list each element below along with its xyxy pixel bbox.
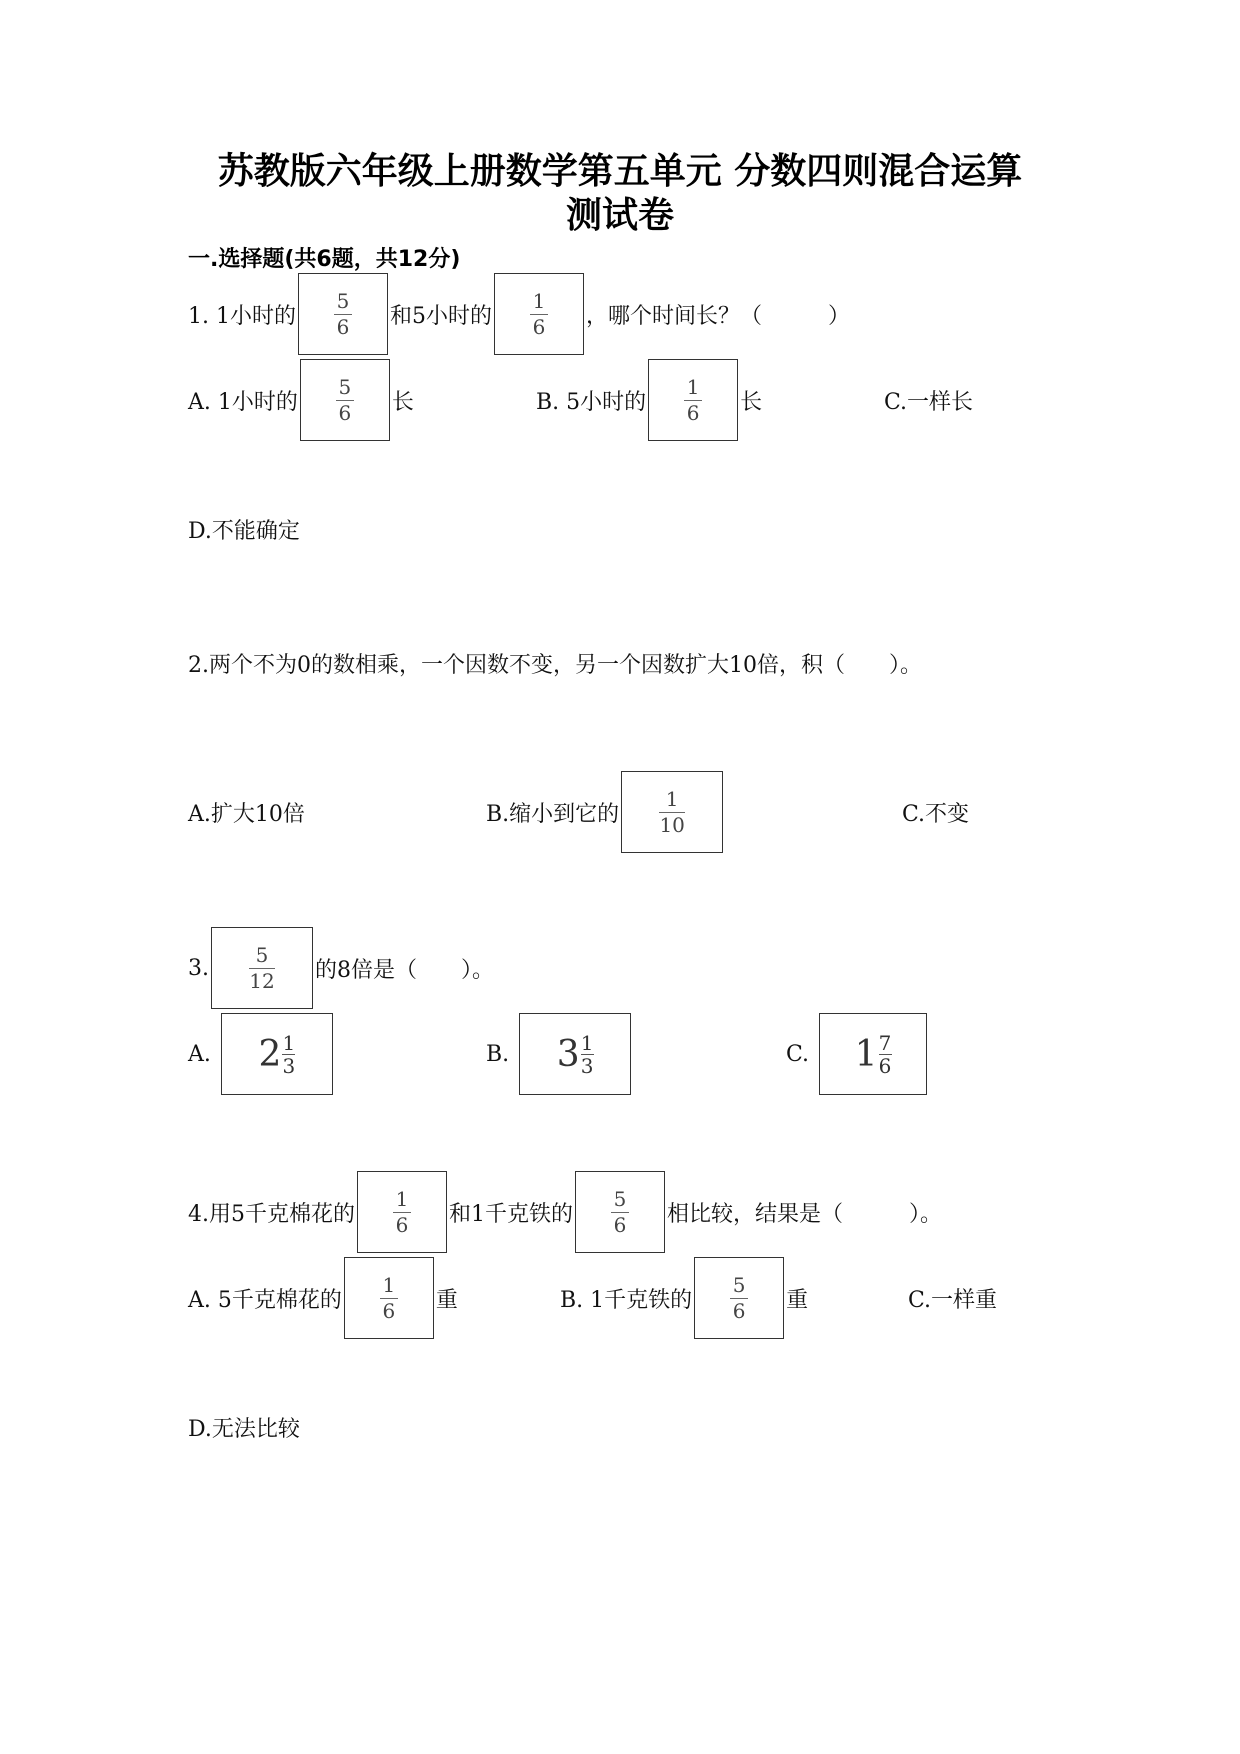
denominator: 6: [395, 1212, 409, 1237]
fraction-box: [211, 927, 313, 1009]
fraction-box: [694, 1257, 784, 1339]
option-text: C.一样重: [908, 1287, 998, 1313]
numerator: 1: [665, 786, 679, 811]
fraction-box: [344, 1257, 434, 1339]
numerator: 5: [336, 288, 350, 313]
denominator: 6: [686, 400, 700, 425]
numerator: 1: [580, 1030, 594, 1055]
mixed-number-box: [221, 1013, 333, 1095]
denominator: 10: [659, 812, 685, 837]
numerator: 5: [338, 374, 352, 399]
q4-text-3: 相比较，结果是（ ）。: [667, 1201, 943, 1227]
option-text: 长: [391, 389, 414, 415]
question-3: [188, 926, 494, 1010]
denominator: 6: [336, 314, 350, 339]
q1-text-3: ，哪个时间长？（ ）: [585, 303, 850, 329]
option-text: A.扩大10倍: [188, 801, 305, 827]
q1-text-1: 1. 1小时的: [188, 303, 296, 329]
option-text: B. 5小时的: [536, 389, 647, 415]
numerator: 1: [395, 1186, 409, 1211]
q4-option-c[interactable]: [908, 1256, 997, 1340]
whole-part: 1: [854, 1033, 878, 1075]
q2-option-c[interactable]: [902, 770, 969, 854]
option-text: A. 5千克棉花的: [188, 1287, 342, 1313]
fraction-box: [298, 273, 388, 355]
option-label: C.: [786, 1041, 810, 1067]
option-text: 重: [435, 1287, 458, 1313]
q3-option-b[interactable]: [486, 1012, 631, 1096]
q4-text-2: 和1千克铁的: [449, 1201, 573, 1227]
denominator: 6: [732, 1298, 746, 1323]
q4-option-d[interactable]: D.无法比较: [188, 1417, 300, 1442]
mixed-number-box: [819, 1013, 927, 1095]
option-text: 长: [740, 389, 763, 415]
fraction-box: [357, 1171, 447, 1253]
numerator: 1: [282, 1030, 296, 1055]
option-text: C.一样长: [884, 389, 974, 415]
option-text: B.缩小到它的: [486, 801, 620, 827]
option-text: A. 1小时的: [188, 389, 298, 415]
numerator: 1: [532, 288, 546, 313]
denominator: 6: [878, 1053, 892, 1078]
section-heading: 一.选择题(共6题，共12分): [188, 247, 461, 272]
denominator: 6: [382, 1298, 396, 1323]
denominator: 6: [532, 314, 546, 339]
denominator: 3: [282, 1053, 296, 1078]
q4-option-a[interactable]: [188, 1256, 458, 1340]
option-label: B.: [486, 1041, 510, 1067]
page-title: 苏教版六年级上册数学第五单元 分数四则混合运算: [217, 151, 1023, 192]
fraction-box: [300, 359, 390, 441]
question-4: [188, 1170, 942, 1254]
fraction-box: [494, 273, 584, 355]
denominator: 6: [338, 400, 352, 425]
q1-option-c[interactable]: [884, 358, 973, 442]
q3-option-c[interactable]: [786, 1012, 927, 1096]
q3-text-2: 的8倍是（ ）。: [315, 957, 494, 983]
denominator: 6: [613, 1212, 627, 1237]
numerator: 5: [613, 1186, 627, 1211]
whole-part: 2: [258, 1033, 282, 1075]
q1-text-2: 和5小时的: [389, 303, 492, 329]
numerator: 7: [878, 1030, 892, 1055]
denominator: 12: [249, 968, 275, 993]
fraction-box: [621, 771, 723, 853]
option-label: A.: [188, 1041, 211, 1067]
numerator: 1: [686, 374, 700, 399]
q1-option-a[interactable]: [188, 358, 414, 442]
numerator: 5: [255, 942, 269, 967]
mixed-number-box: [519, 1013, 631, 1095]
whole-part: 3: [556, 1033, 580, 1075]
q3-text-1: 3.: [188, 955, 209, 981]
q4-text-1: 4.用5千克棉花的: [188, 1201, 355, 1227]
q1-option-d[interactable]: D.不能确定: [188, 519, 300, 544]
q3-option-a[interactable]: [188, 1012, 333, 1096]
page-subtitle: 测试卷: [565, 195, 674, 236]
q2-option-b[interactable]: [486, 770, 725, 854]
numerator: 1: [382, 1272, 396, 1297]
fraction-box: [648, 359, 738, 441]
q1-option-b[interactable]: [536, 358, 762, 442]
fraction-box: [575, 1171, 665, 1253]
question-2: 2.两个不为0的数相乘，一个因数不变，另一个因数扩大10倍，积（ ）。: [188, 653, 922, 678]
option-text: 重: [786, 1287, 809, 1313]
denominator: 3: [580, 1053, 594, 1078]
question-1: [188, 272, 850, 356]
q4-option-b[interactable]: [560, 1256, 808, 1340]
q2-option-a[interactable]: [188, 770, 305, 854]
option-text: B. 1千克铁的: [560, 1287, 693, 1313]
numerator: 5: [732, 1272, 746, 1297]
option-text: C.不变: [902, 801, 970, 827]
